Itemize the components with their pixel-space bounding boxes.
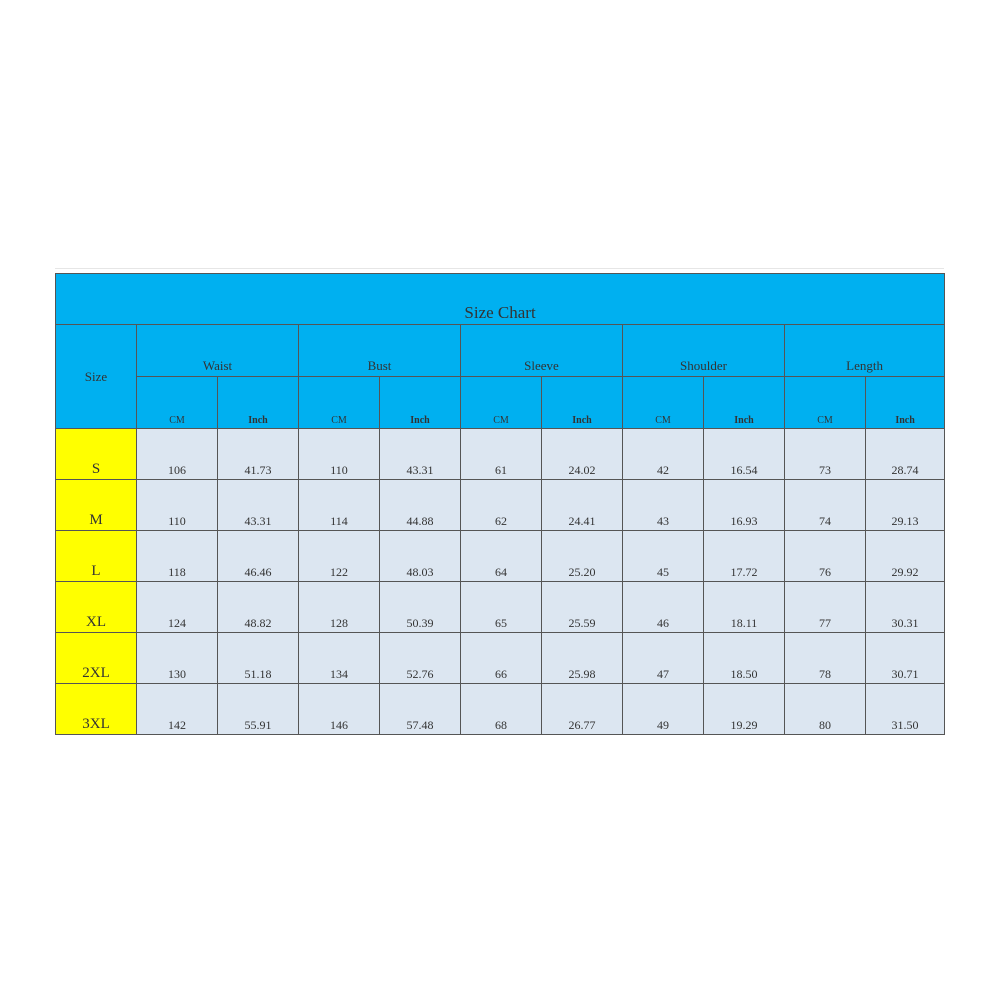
inch-value-cell: 43.31 bbox=[218, 480, 299, 531]
group-header-waist: Waist bbox=[137, 325, 299, 377]
title-row bbox=[56, 274, 945, 325]
size-label-cell: 2XL bbox=[56, 633, 137, 684]
size-label-cell: 3XL bbox=[56, 684, 137, 735]
cm-value-cell: 110 bbox=[299, 429, 380, 480]
unit-header-cm: CM bbox=[137, 377, 218, 429]
cm-value-cell: 134 bbox=[299, 633, 380, 684]
size-label-cell: S bbox=[56, 429, 137, 480]
inch-value-cell: 25.20 bbox=[542, 531, 623, 582]
inch-value-cell: 18.11 bbox=[704, 582, 785, 633]
inch-value-cell: 57.48 bbox=[380, 684, 461, 735]
table-title: Size Chart bbox=[56, 274, 945, 325]
size-label-cell: M bbox=[56, 480, 137, 531]
cm-value-cell: 45 bbox=[623, 531, 704, 582]
inch-value-cell: 16.93 bbox=[704, 480, 785, 531]
inch-value-cell: 51.18 bbox=[218, 633, 299, 684]
cm-value-cell: 80 bbox=[785, 684, 866, 735]
size-column-header: Size bbox=[56, 325, 137, 429]
unit-header-cm: CM bbox=[785, 377, 866, 429]
inch-value-cell: 30.71 bbox=[866, 633, 945, 684]
unit-header-inch: Inch bbox=[704, 377, 785, 429]
inch-value-cell: 30.31 bbox=[866, 582, 945, 633]
size-data-rows bbox=[56, 429, 945, 735]
group-header-row bbox=[56, 325, 945, 377]
table-row bbox=[56, 429, 945, 480]
inch-value-cell: 29.13 bbox=[866, 480, 945, 531]
cm-value-cell: 118 bbox=[137, 531, 218, 582]
cm-value-cell: 64 bbox=[461, 531, 542, 582]
cm-value-cell: 130 bbox=[137, 633, 218, 684]
inch-value-cell: 55.91 bbox=[218, 684, 299, 735]
cm-value-cell: 46 bbox=[623, 582, 704, 633]
cm-value-cell: 66 bbox=[461, 633, 542, 684]
group-header-bust: Bust bbox=[299, 325, 461, 377]
table-row bbox=[56, 582, 945, 633]
cm-value-cell: 110 bbox=[137, 480, 218, 531]
table-row bbox=[56, 480, 945, 531]
group-header-length: Length bbox=[785, 325, 945, 377]
cm-value-cell: 62 bbox=[461, 480, 542, 531]
inch-value-cell: 16.54 bbox=[704, 429, 785, 480]
unit-header-cm: CM bbox=[623, 377, 704, 429]
cm-value-cell: 106 bbox=[137, 429, 218, 480]
unit-header-inch: Inch bbox=[542, 377, 623, 429]
inch-value-cell: 25.59 bbox=[542, 582, 623, 633]
cm-value-cell: 114 bbox=[299, 480, 380, 531]
cm-value-cell: 42 bbox=[623, 429, 704, 480]
cm-value-cell: 142 bbox=[137, 684, 218, 735]
cm-value-cell: 146 bbox=[299, 684, 380, 735]
group-header-shoulder: Shoulder bbox=[623, 325, 785, 377]
inch-value-cell: 48.82 bbox=[218, 582, 299, 633]
size-label-cell: L bbox=[56, 531, 137, 582]
cm-value-cell: 78 bbox=[785, 633, 866, 684]
inch-value-cell: 28.74 bbox=[866, 429, 945, 480]
unit-header-inch: Inch bbox=[866, 377, 945, 429]
inch-value-cell: 19.29 bbox=[704, 684, 785, 735]
sheet-gridline bbox=[55, 268, 944, 269]
inch-value-cell: 24.02 bbox=[542, 429, 623, 480]
inch-value-cell: 52.76 bbox=[380, 633, 461, 684]
inch-value-cell: 24.41 bbox=[542, 480, 623, 531]
unit-header-inch: Inch bbox=[380, 377, 461, 429]
inch-value-cell: 50.39 bbox=[380, 582, 461, 633]
inch-value-cell: 48.03 bbox=[380, 531, 461, 582]
cm-value-cell: 47 bbox=[623, 633, 704, 684]
unit-header-cm: CM bbox=[461, 377, 542, 429]
cm-value-cell: 65 bbox=[461, 582, 542, 633]
inch-value-cell: 17.72 bbox=[704, 531, 785, 582]
cm-value-cell: 43 bbox=[623, 480, 704, 531]
cm-value-cell: 128 bbox=[299, 582, 380, 633]
inch-value-cell: 43.31 bbox=[380, 429, 461, 480]
inch-value-cell: 26.77 bbox=[542, 684, 623, 735]
size-label-cell: XL bbox=[56, 582, 137, 633]
cm-value-cell: 74 bbox=[785, 480, 866, 531]
inch-value-cell: 41.73 bbox=[218, 429, 299, 480]
inch-value-cell: 31.50 bbox=[866, 684, 945, 735]
inch-value-cell: 18.50 bbox=[704, 633, 785, 684]
table-row bbox=[56, 531, 945, 582]
cm-value-cell: 49 bbox=[623, 684, 704, 735]
cm-value-cell: 76 bbox=[785, 531, 866, 582]
cm-value-cell: 122 bbox=[299, 531, 380, 582]
cm-value-cell: 61 bbox=[461, 429, 542, 480]
inch-value-cell: 46.46 bbox=[218, 531, 299, 582]
group-header-sleeve: Sleeve bbox=[461, 325, 623, 377]
inch-value-cell: 25.98 bbox=[542, 633, 623, 684]
cm-value-cell: 77 bbox=[785, 582, 866, 633]
inch-value-cell: 29.92 bbox=[866, 531, 945, 582]
cm-value-cell: 68 bbox=[461, 684, 542, 735]
cm-value-cell: 73 bbox=[785, 429, 866, 480]
unit-header-row bbox=[56, 377, 945, 429]
unit-header-inch: Inch bbox=[218, 377, 299, 429]
table-row bbox=[56, 633, 945, 684]
cm-value-cell: 124 bbox=[137, 582, 218, 633]
unit-header-cm: CM bbox=[299, 377, 380, 429]
table-row bbox=[56, 684, 945, 735]
size-chart-table bbox=[55, 273, 945, 735]
inch-value-cell: 44.88 bbox=[380, 480, 461, 531]
